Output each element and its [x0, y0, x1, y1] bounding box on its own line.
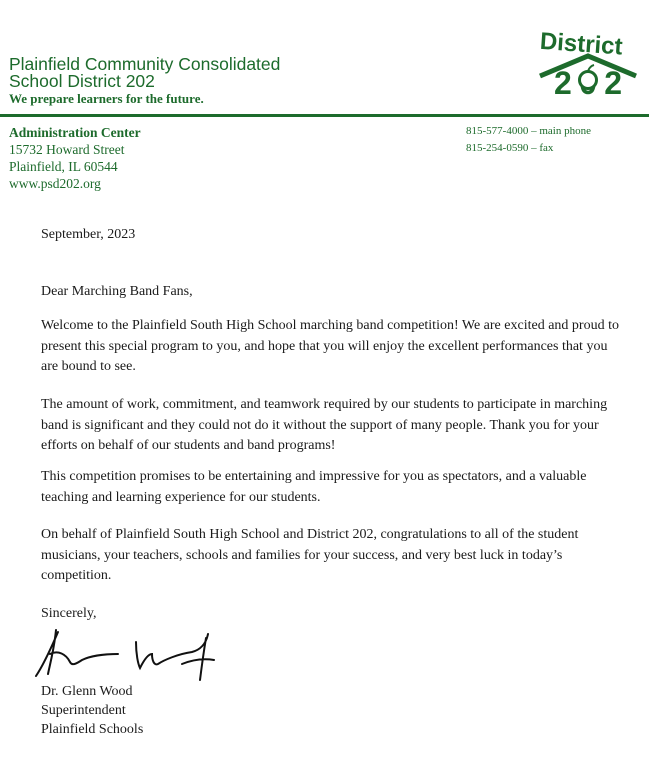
- signature: [32, 624, 232, 682]
- address-website[interactable]: www.psd202.org: [9, 176, 101, 191]
- district-name-line1: Plainfield Community Consolidated: [9, 54, 281, 74]
- paragraph-competition: This competition promises to be entertaining and impressive for you as spectators, and a valuable teaching and learning experience for our students.: [41, 469, 587, 505]
- paragraph-welcome: Welcome to the Plainfield South High School marching band competition! We are excited and proud to present this special program to you, and hope that you will enjoy the excellent performances that you are bound to see.: [41, 318, 619, 374]
- district-name: [9, 56, 280, 90]
- main-phone: 815-577-4000 – main phone: [466, 125, 591, 137]
- letter-date: September, 2023: [41, 227, 136, 242]
- logo-word: District: [539, 28, 624, 61]
- fax-number: 815-254-0590 – fax: [466, 142, 554, 154]
- closing: Sincerely,: [41, 606, 97, 621]
- district-202-logo: [536, 28, 640, 98]
- signer-name: Dr. Glenn Wood: [41, 684, 133, 699]
- signature-block: [41, 682, 143, 739]
- district-name-line2: School District 202: [9, 71, 155, 91]
- paragraph-support: The amount of work, commitment, and teamwork required by our students to participate in marching band is significant and they could not do it without the support of many people. Thank you for your efforts on behalf of our students and band programs!: [41, 397, 608, 453]
- address-title: Administration Center: [9, 125, 141, 140]
- header-rule: [0, 114, 649, 117]
- address-city: Plainfield, IL 60544: [9, 159, 118, 174]
- address-street: 15732 Howard Street: [9, 142, 125, 157]
- signer-org: Plainfield Schools: [41, 722, 144, 737]
- signer-title: Superintendent: [41, 703, 126, 718]
- contact-block: [466, 123, 591, 157]
- paragraph-congratulations: On behalf of Plainfield South High School and District 202, congratulations to all of the student musicians, your teachers, schools and families for your success, and very best luck in today’s competition.: [41, 527, 579, 583]
- tagline: We prepare learners for the future.: [9, 91, 204, 106]
- salutation: Dear Marching Band Fans,: [41, 284, 193, 299]
- address-block: [9, 124, 141, 192]
- apple-icon: [580, 72, 597, 89]
- logo-number: 2 2: [554, 65, 622, 98]
